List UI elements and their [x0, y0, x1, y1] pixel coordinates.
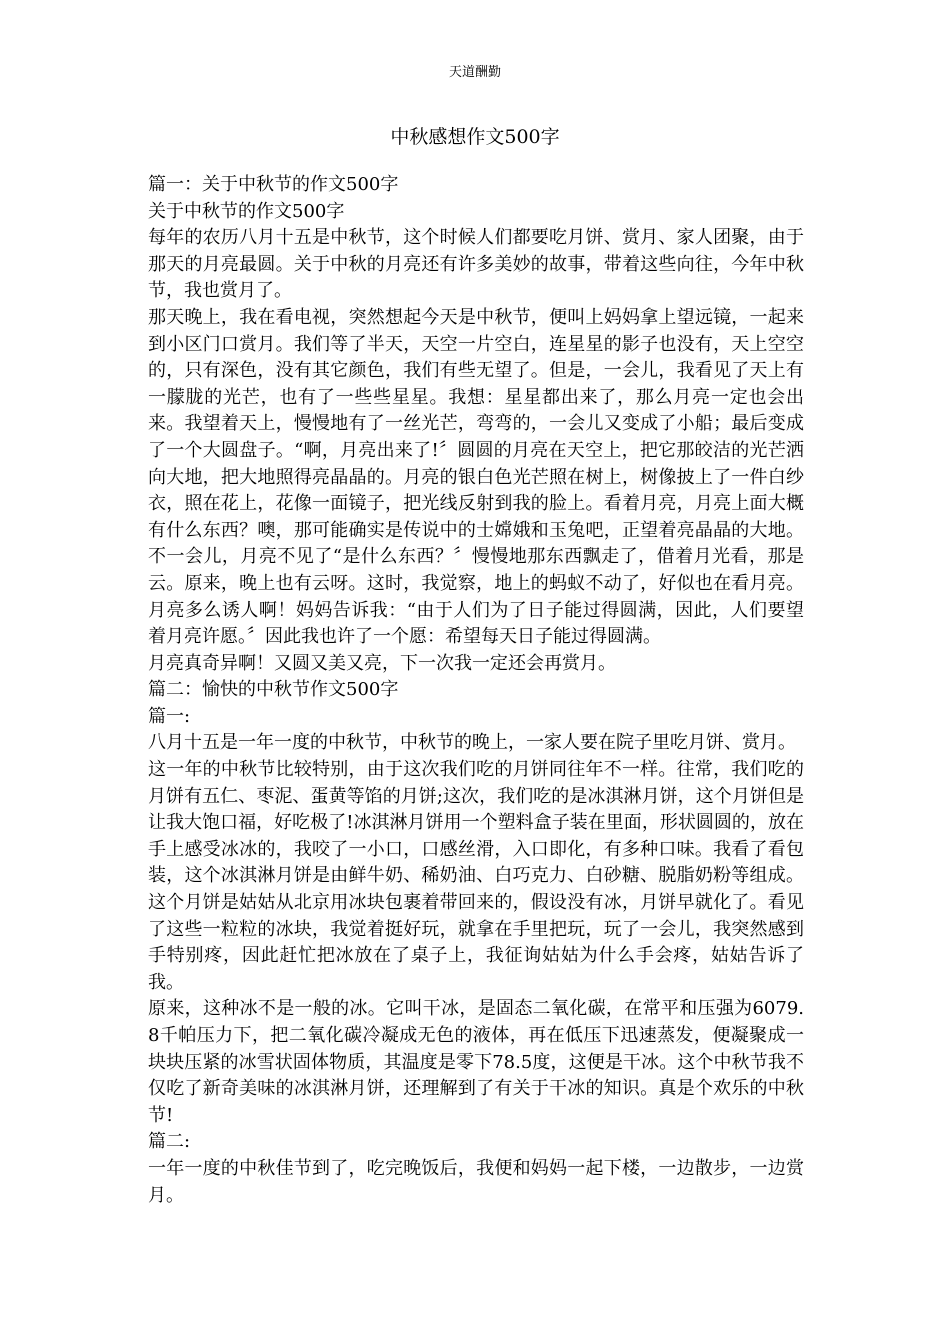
paragraph: 篇二：愉快的中秋节作文500字 [148, 679, 399, 701]
document-title: 中秋感想作文500字 [390, 126, 560, 148]
paragraph: 原来，这种冰不是一般的冰。它叫干冰，是固态二氧化碳，在常平和压强为6079.8千帕压力下，把二氧化碳冷凝成无色的液体，再在低压下迅速蒸发，便凝聚成一块块压紧的冰雪状固体物质，其温度是零下78.5度，这便是干冰。这个中秋节我不仅吃了新奇美味的冰淇淋月饼，还理解到了有关于干冰的知识。真是个欢乐的中秋节! [148, 998, 804, 1126]
paragraph: 篇一：关于中秋节的作文500字 [148, 174, 399, 195]
paragraph: 月亮真奇异啊！又圆又美又亮，下一次我一定还会再赏月。 [148, 652, 616, 674]
paragraph: 这一年的中秋节比较特别，由于这次我们吃的月饼同往年不一样。往常，我们吃的月饼有五仁、枣泥、蛋黄等馅的月饼;这次，我们吃的是冰淇淋月饼，这个月饼但是让我大饱口福，好吃极了!冰淇淋月饼用一个塑料盒子装在里面，形状圆圆的，放在手上感受冰冰的，我咬了一小口，口感丝滑，入口即化，有多种口味。我看了看包装，这个冰淇淋月饼是由鲜牛奶、稀奶油、白巧克力、白砂糖、脱脂奶粉等组成。这个月饼是姑姑从北京用冰块包裹着带回来的，假设没有冰，月饼早就化了。看见了这些一粒粒的冰块，我觉着挺好玩，就拿在手里把玩，玩了一会儿，我突然感到手特别疼，因此赶忙把冰放在了桌子上，我征询姑姑为什么手会疼，姑姑告诉了我。 [148, 759, 804, 993]
paragraph: 篇二: [148, 1131, 191, 1153]
paragraph: 一年一度的中秋佳节到了，吃完晚饭后，我便和妈妈一起下楼，一边散步，一边赏月。 [148, 1157, 804, 1206]
paragraph: 关于中秋节的作文500字 [148, 200, 345, 222]
paragraph: 篇一: [148, 705, 191, 727]
paragraph: 每年的农历八月十五是中秋节，这个时候人们都要吃月饼、赏月、家人团聚，由于那天的月亮最圆。关于中秋的月亮还有许多美妙的故事，带着这些向往，今年中秋节，我也赏月了。 [148, 227, 804, 302]
document-body [148, 172, 804, 1209]
page-header: 天道酬勤 [448, 65, 501, 80]
paragraph: 那天晚上，我在看电视，突然想起今天是中秋节，便叫上妈妈拿上望远镜，一起来到小区门口赏月。我们等了半天，天空一片空白，连星星的影子也没有，天上空空的，只有深色，没有其它颜色，我们有些无望了。但是，一会儿，我看见了天上有一朦胧的光芒，也有了一些些星星。我想：星星都出来了，那么月亮一定也会出来。我望着天上，慢慢地有了一丝光芒，弯弯的，一会儿又变成了小船；最后变成了一个大圆盘子。“啊，月亮出来了!〞圆圆的月亮在天空上，把它那皎洁的光芒洒向大地，把大地照得亮晶晶的。月亮的银白色光芒照在树上，树像披上了一件白纱衣，照在花上，花像一面镜子，把光线反射到我的脸上。看着月亮，月亮上面大概有什么东西？噢，那可能确实是传说中的士嫦娥和玉兔吧，正望着亮晶晶的大地。不一会儿，月亮不见了“是什么东西？〞慢慢地那东西飘走了，借着月光看，那是云。原来，晚上也有云呀。这时，我觉察，地上的蚂蚁不动了，好似也在看月亮。月亮多么诱人啊！妈妈告诉我：“由于人们为了日子能过得圆满，因此，人们要望着月亮许愿。〞因此我也许了一个愿：希望每天日子能过得圆满。 [148, 306, 804, 648]
paragraph: 八月十五是一年一度的中秋节，中秋节的晚上，一家人要在院子里吃月饼、赏月。 [148, 732, 796, 754]
